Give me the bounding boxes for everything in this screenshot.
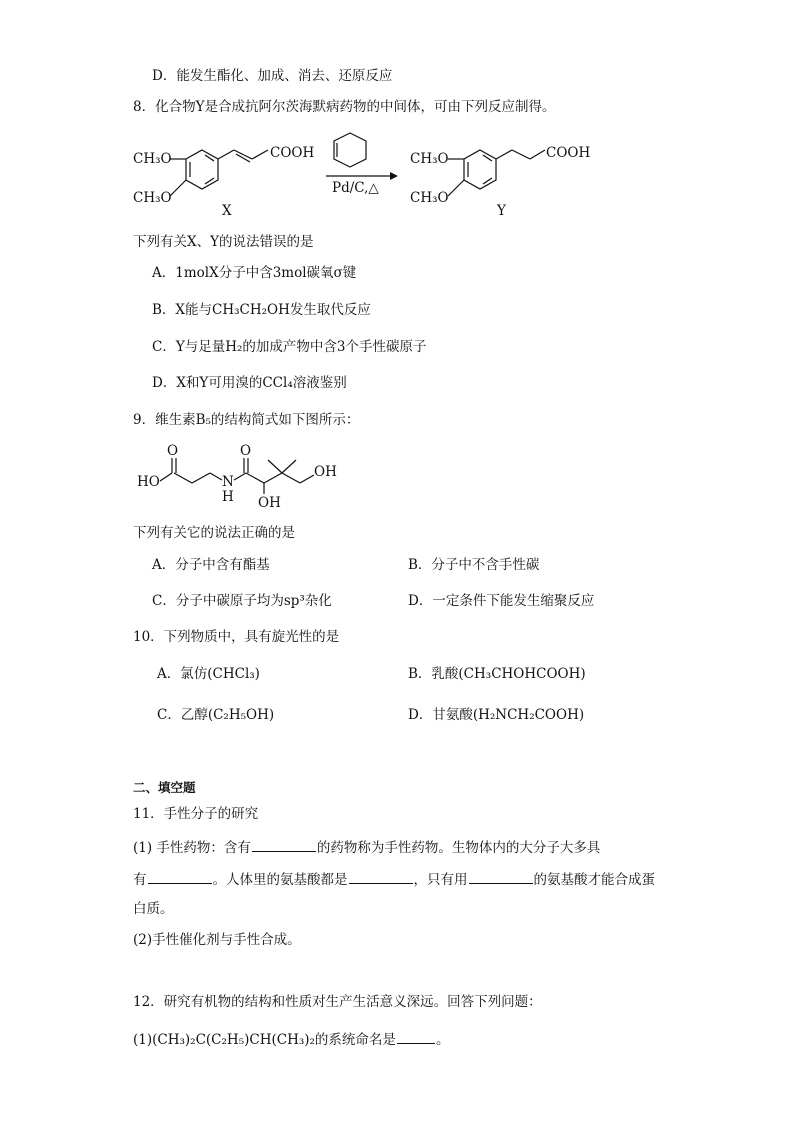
q12-text: 。 — [435, 1032, 450, 1048]
q9-option-c: C．分子中碳原子均为sp³杂化 — [152, 593, 332, 609]
q10-option-a: A．氯仿(CHCl₃) — [157, 666, 260, 682]
q11-text: 有 — [133, 872, 147, 888]
q12-line-1 — [133, 1029, 449, 1049]
hydroxyl-oh-1: OH — [314, 464, 337, 480]
q11-text: 的药物称为手性药物。生物体内的大分子大多具 — [316, 840, 601, 856]
q11-text: (1) 手性药物：含有 — [133, 840, 251, 856]
y-cooh: COOH — [546, 145, 591, 161]
q8-option-b: B．X能与CH₃CH₂OH发生取代反应 — [152, 302, 371, 318]
hydroxyl-ho: HO — [137, 474, 160, 490]
q9-stem: 9．维生素B₅的结构简式如下图所示： — [133, 412, 360, 428]
q8-question: 下列有关X、Y的说法错误的是 — [133, 234, 314, 250]
q8-option-c: C．Y与足量H₂的加成产物中含3个手性碳原子 — [152, 339, 427, 355]
x-cooh: COOH — [270, 145, 315, 161]
q9-option-d: D．一定条件下能发生缩聚反应 — [408, 593, 595, 609]
carbonyl-o-1: O — [167, 443, 179, 459]
q11-text: ，只有用 — [413, 872, 468, 888]
q9-option-a: A．分子中含有酯基 — [152, 557, 270, 573]
q11-line-2 — [133, 869, 655, 889]
y-methoxy-1: CH₃O — [410, 151, 449, 167]
q12-stem: 12．研究有机物的结构和性质对生产生活意义深远。回答下列问题： — [133, 994, 542, 1010]
q11-line-4: (2)手性催化剂与手性合成。 — [133, 932, 301, 948]
q11-stem: 11．手性分子的研究 — [133, 806, 259, 822]
x-methoxy-1: CH₃O — [133, 151, 172, 167]
answer-blank[interactable] — [252, 837, 316, 852]
answer-blank[interactable] — [397, 1029, 435, 1044]
q9-option-b: B．分子中不含手性碳 — [408, 557, 540, 573]
q7-option-d: D．能发生酯化、加成、消去、还原反应 — [152, 68, 393, 84]
q10-option-d: D．甘氨酸(H₂NCH₂COOH) — [408, 707, 585, 723]
answer-blank[interactable] — [349, 869, 413, 884]
amide-n: N — [222, 474, 234, 490]
q12-text: (1)(CH₃)₂C(C₂H₅)CH(CH₃)₂的系统命名是 — [133, 1032, 396, 1048]
q8-stem: 8．化合物Y是合成抗阿尔茨海默病药物的中间体，可由下列反应制得。 — [133, 99, 556, 115]
x-label: X — [222, 203, 232, 219]
answer-blank[interactable] — [469, 869, 533, 884]
q9-question: 下列有关它的说法正确的是 — [133, 525, 295, 541]
q10-option-b: B．乳酸(CH₃CHOHCOOH) — [408, 666, 586, 682]
x-methoxy-2: CH₃O — [133, 190, 172, 206]
q11-line-1 — [133, 837, 600, 857]
q8-option-d: D．X和Y可用溴的CCl₄溶液鉴别 — [152, 375, 347, 391]
y-label: Y — [497, 203, 506, 219]
y-methoxy-2: CH₃O — [410, 190, 449, 206]
q10-stem: 10．下列物质中，具有旋光性的是 — [133, 629, 340, 645]
amide-h: H — [222, 489, 234, 505]
answer-blank[interactable] — [148, 869, 212, 884]
reaction-conditions: Pd/C,△ — [332, 180, 379, 196]
q8-option-a: A．1molX分子中含3mol碳氧σ键 — [152, 265, 357, 281]
q11-text: 。人体里的氨基酸都是 — [212, 872, 348, 888]
q11-text: 的氨基酸才能合成蛋 — [533, 872, 655, 888]
hydroxyl-oh-2: OH — [258, 495, 281, 511]
carbonyl-o-2: O — [240, 443, 252, 459]
q11-line-3: 白质。 — [133, 901, 174, 917]
q10-option-c: C．乙醇(C₂H₅OH) — [157, 707, 275, 723]
section-heading: 二、填空题 — [133, 780, 196, 795]
